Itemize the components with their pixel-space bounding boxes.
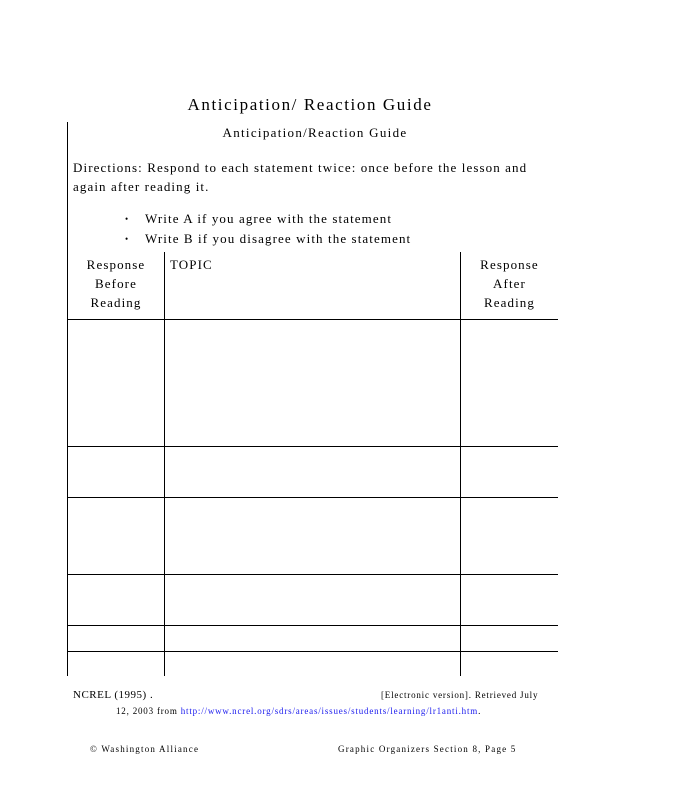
table-row — [68, 447, 559, 498]
topic-cell[interactable] — [165, 652, 461, 677]
footer-page-info: Graphic Organizers Section 8, Page 5 — [338, 744, 517, 754]
table-row — [68, 652, 559, 677]
response-before-cell[interactable] — [68, 498, 165, 575]
instruction-list — [125, 209, 411, 249]
bullet-icon: • — [125, 214, 130, 224]
citation-retrieved — [116, 706, 481, 716]
header-line: Response — [86, 257, 146, 272]
response-after-cell[interactable] — [461, 447, 559, 498]
table-header-row — [68, 252, 559, 320]
response-before-cell[interactable] — [68, 447, 165, 498]
response-after-cell[interactable] — [461, 320, 559, 447]
citation-date: 12, 2003 from — [116, 706, 178, 716]
citation-period: . — [478, 706, 482, 716]
citation-electronic: [Electronic version]. Retrieved July — [381, 690, 539, 700]
response-after-cell[interactable] — [461, 626, 559, 652]
response-after-cell[interactable] — [461, 652, 559, 677]
response-before-cell[interactable] — [68, 652, 165, 677]
citation-source: NCREL (1995) . — [73, 689, 154, 701]
instruction-item — [125, 209, 411, 229]
response-after-cell[interactable] — [461, 498, 559, 575]
header-line: Before — [95, 276, 137, 291]
instruction-agree: Write A if you agree with the statement — [145, 211, 393, 226]
bullet-icon: • — [125, 234, 130, 244]
response-before-cell[interactable] — [68, 320, 165, 447]
header-response-after — [461, 252, 559, 320]
topic-cell[interactable] — [165, 626, 461, 652]
table-row — [68, 575, 559, 626]
footer-copyright: © Washington Alliance — [90, 744, 200, 754]
header-line: Reading — [90, 295, 142, 310]
guide-table — [67, 252, 558, 676]
topic-cell[interactable] — [165, 498, 461, 575]
citation-link[interactable]: http://www.ncrel.org/sdrs/areas/issues/students/learning/lr1anti.htm — [180, 706, 479, 716]
table-row — [68, 498, 559, 575]
instruction-disagree: Write B if you disagree with the statement — [145, 231, 412, 246]
header-line: Response — [480, 257, 539, 272]
header-line: After — [493, 276, 526, 291]
page-title: Anticipation/ Reaction Guide — [187, 95, 433, 114]
directions-text: Directions: Respond to each statement twice: once before the lesson and again after reading it. — [73, 160, 528, 194]
topic-cell[interactable] — [165, 320, 461, 447]
topic-cell[interactable] — [165, 575, 461, 626]
topic-cell[interactable] — [165, 447, 461, 498]
response-before-cell[interactable] — [68, 575, 165, 626]
header-line: Reading — [483, 295, 536, 310]
response-before-cell[interactable] — [68, 626, 165, 652]
header-response-before — [68, 252, 165, 320]
table-row — [68, 320, 559, 447]
header-topic: TOPIC — [165, 252, 461, 320]
instruction-item — [125, 229, 411, 249]
guide-subtitle: Anticipation/Reaction Guide — [222, 125, 408, 140]
left-margin-rule — [67, 122, 68, 252]
response-after-cell[interactable] — [461, 575, 559, 626]
table-row — [68, 626, 559, 652]
